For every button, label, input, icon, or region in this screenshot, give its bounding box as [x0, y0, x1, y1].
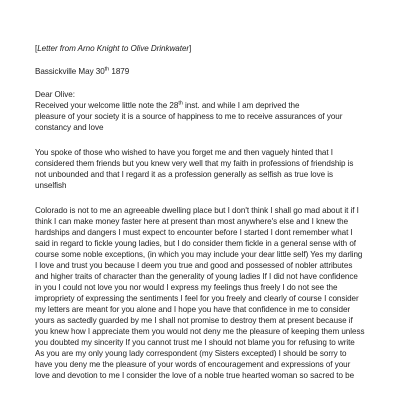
- paragraph-3: Colorado is not to me an agreeable dwelling place but I don't think I shall go mad about it if I think I can make money faster here at present than most anywhere's else and I knew the hardships and dangers I must expect to encounter before I started I dont remember what I said in regard to fickle young ladies, but I do consider them fickle in a general sense with of course some noble exceptions, (in which you may include your dear little self) Yes my darling I love and trust you because I deem you true and good and possessed of nobler attributes and higher traits of character than the generality of young ladies If I did not have confidence in you I could not love you nor would I express my feelings thus freely I do not see the impropriety of expressing the sentiments I feel for you freely and clearly of course I consider my letters are meant for you alone and I hope you have that confidence in me to consider yours as sactedly guarded by me I shall not promise to destroy them at present because if you knew how I appreciate them you would not deny me the pleasure of keeping them unless you doubted my sincerity If you cannot trust me I should not blame you for refusing to write As you are my only young lady correspondent (my Sisters excepted) I should be sorry to have you deny me the pleasure of your words of encouragement and expressions of your love and devotion to me I consider the love of a noble true hearted woman so sacred to be: [35, 206, 365, 380]
- paragraph-1: [35, 100, 365, 133]
- place-date-ordinal: th: [104, 66, 110, 73]
- letter-title: Letter from Arno Knight to Olive Drinkwater: [37, 44, 190, 53]
- letter-body: [35, 43, 365, 381]
- place-date-line: [35, 66, 365, 77]
- paragraph-1-text-a: Received your welcome little note the 28: [35, 101, 179, 110]
- header-bracket-close: ]: [189, 44, 192, 53]
- paragraph-1-text-b: inst. and while I am deprived the: [182, 101, 300, 110]
- paragraph-1-text-rest: pleasure of your society it is a source of happiness to me to receive assurances of your constancy and love: [35, 112, 343, 132]
- letter-header: [35, 43, 365, 54]
- place-date-year: 1879: [109, 67, 130, 76]
- header-bracket-open: [: [35, 44, 38, 53]
- paragraph-1-ordinal: th: [178, 100, 183, 107]
- paragraph-2: You spoke of those who wished to have you forget me and then vaguely hinted that I considered them friends but you knew very well that my faith in professions of friendship is not unbounded and that I regard it as a profession generally as selfish as true love is unselfish: [35, 148, 354, 190]
- place-date-text: Bassickville May 30: [35, 67, 105, 76]
- salutation: Dear Olive:: [35, 90, 75, 99]
